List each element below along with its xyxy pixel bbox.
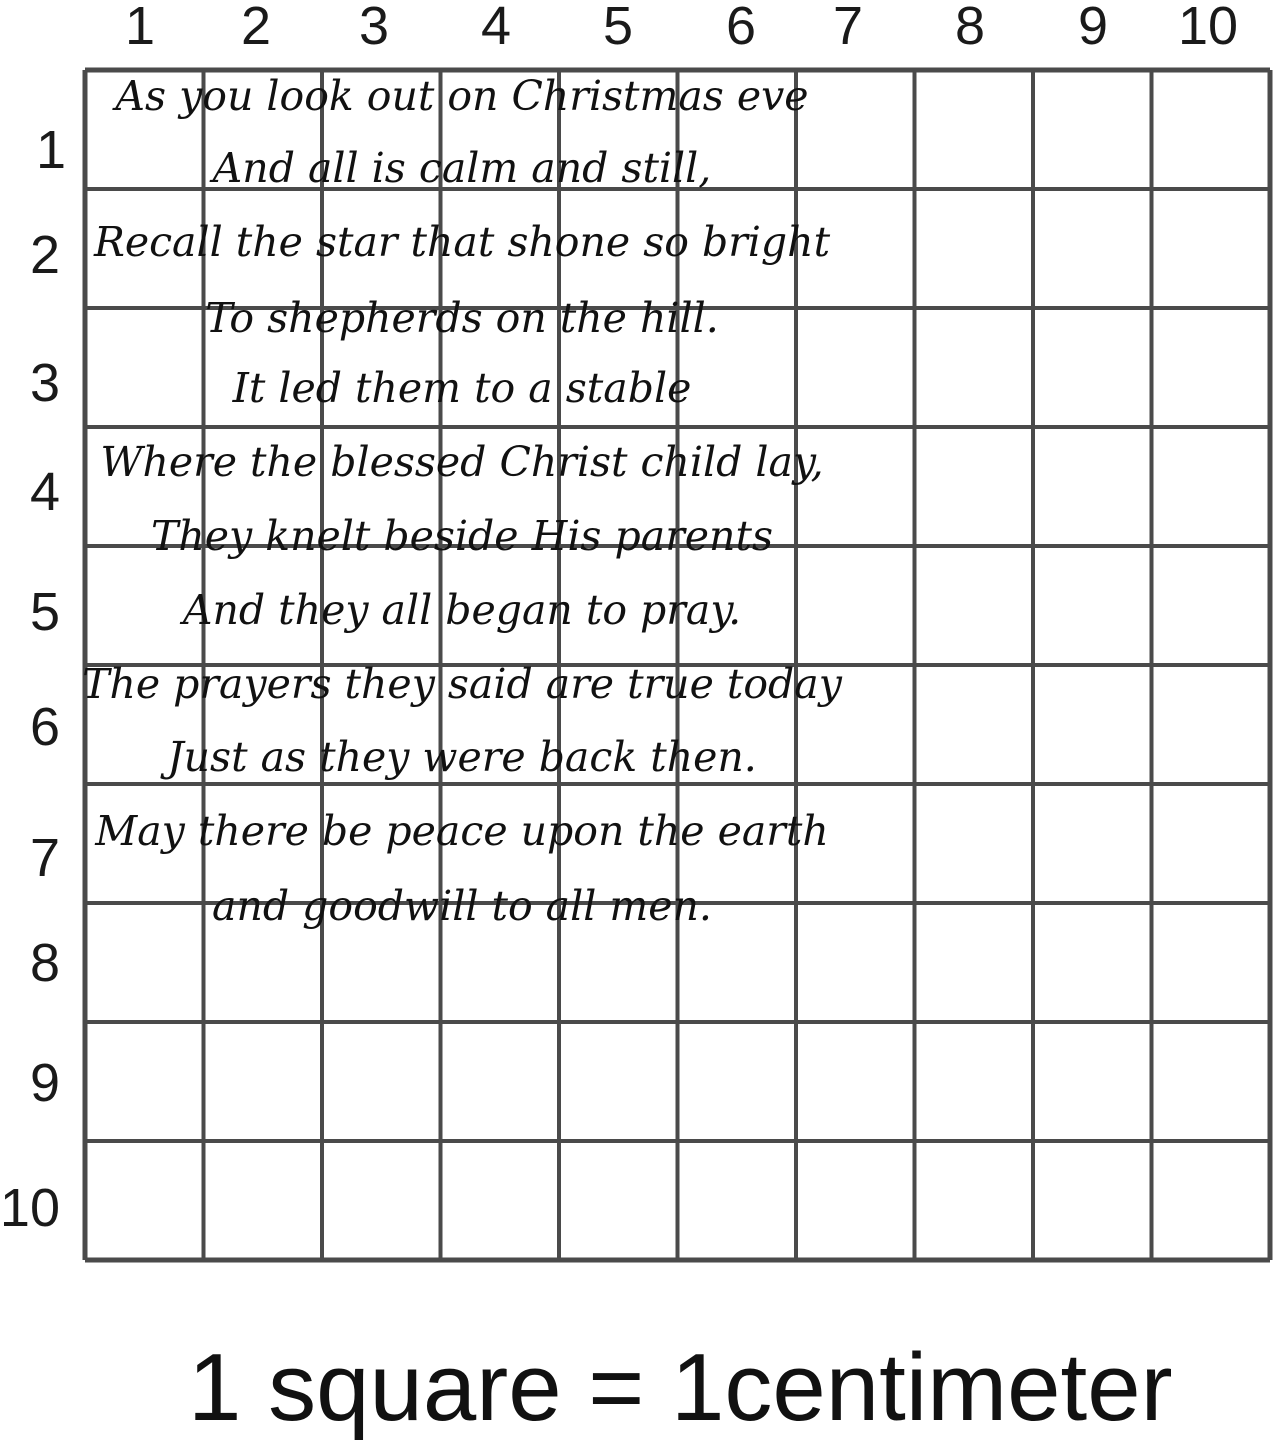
row-label: 5 (29, 582, 60, 642)
column-label: 8 (954, 0, 986, 56)
poem-line: As you look out on Christmas eve (115, 72, 809, 120)
poem-line: And all is calm and still, (212, 144, 712, 192)
poem-line: They knelt beside His parents (151, 512, 773, 560)
row-label: 3 (29, 353, 60, 413)
column-label: 2 (240, 0, 272, 56)
poem-line: And they all began to pray. (182, 586, 742, 634)
column-label: 1 (124, 0, 156, 56)
row-label: 4 (29, 462, 60, 522)
column-label: 10 (1177, 0, 1239, 56)
column-label: 5 (602, 0, 634, 56)
column-label: 4 (480, 0, 512, 56)
poem-line: Just as they were back then. (167, 733, 757, 781)
poem-line: May there be peace upon the earth (95, 807, 829, 855)
poem-line: and goodwill to all men. (212, 882, 712, 930)
scale-note: 1 square = 1centimeter (188, 1334, 1173, 1441)
column-label: 9 (1077, 0, 1109, 56)
poem-line: To shepherds on the hill. (205, 294, 719, 342)
poem-line: It led them to a stable (232, 364, 692, 412)
poem-line: Recall the star that shone so bright (93, 218, 831, 266)
column-label: 3 (358, 0, 390, 56)
row-label: 10 (0, 1178, 60, 1238)
row-label: 1 (35, 120, 66, 180)
row-label: 6 (29, 697, 60, 757)
column-label: 6 (725, 0, 757, 56)
column-label: 7 (832, 0, 864, 56)
row-label: 9 (29, 1053, 60, 1113)
poem-line: Where the blessed Christ child lay, (100, 438, 824, 486)
poem-line: The prayers they said are true today (82, 660, 842, 708)
row-label: 2 (29, 225, 60, 285)
row-label: 8 (29, 933, 60, 993)
row-label: 7 (29, 828, 60, 888)
